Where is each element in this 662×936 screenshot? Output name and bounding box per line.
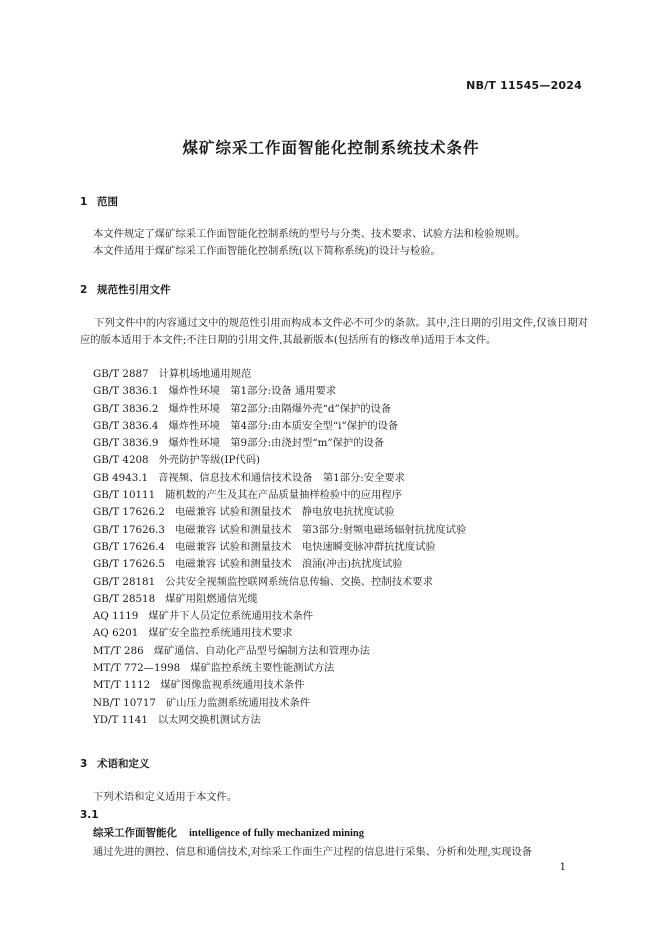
reference-title: 以太网交换机测试方法 [157, 713, 261, 726]
reference-code: GB/T 17626.5 [93, 558, 165, 571]
reference-item [93, 487, 466, 504]
reference-item [93, 470, 466, 487]
reference-code: GB/T 2887 [93, 368, 149, 380]
reference-title: 电磁兼容 试验和测量技术 静电放电抗扰度试验 [174, 506, 395, 519]
section-3-heading [80, 756, 150, 771]
term-number: 3.1 [80, 809, 99, 821]
reference-code: GB/T 10111 [93, 489, 156, 502]
reference-title: 爆炸性环境 第4部分:由本质安全型“i”保护的设备 [168, 419, 399, 432]
document-title: 煤矿综采工作面智能化控制系统技术条件 [182, 139, 480, 157]
term-chinese: 综采工作面智能化 [93, 827, 177, 839]
reference-code: NB/T 10717 [93, 696, 156, 709]
reference-title: 公共安全视频监控联网系统信息传输、交换、控制技术要求 [165, 575, 433, 588]
reference-code: AQ 6201 [93, 627, 139, 640]
reference-title: 煤矿图像监视系统通用技术条件 [160, 679, 305, 692]
reference-code: AQ 1119 [93, 610, 139, 623]
section-number: 1 [80, 196, 88, 208]
reference-item [93, 608, 466, 625]
reference-title: 煤矿用阻燃通信光缆 [165, 592, 258, 605]
scope-paragraph-1: 本文件规定了煤矿综采工作面智能化控制系统的型号与分类、技术要求、试验方法和检验规则。 [93, 228, 526, 240]
standard-code: NB/T 11545—2024 [466, 79, 582, 92]
term-definition: 通过先进的测控、信息和通信技术,对综采工作面生产过程的信息进行采集、分析和处理,实现设备 [93, 846, 533, 858]
reference-title: 煤矿安全监控系统通用技术要求 [148, 627, 293, 640]
reference-code: GB/T 3836.9 [93, 437, 159, 450]
reference-item [93, 574, 466, 591]
reference-item [93, 591, 466, 608]
reference-item [93, 539, 466, 556]
section-title: 术语和定义 [97, 758, 150, 770]
reference-item [93, 712, 466, 729]
section-1-heading [80, 194, 118, 209]
reference-item [93, 522, 466, 539]
reference-item [93, 435, 466, 452]
reference-item [93, 695, 466, 712]
reference-code: MT/T 1112 [93, 679, 151, 692]
reference-item [93, 504, 466, 521]
section-title: 范围 [97, 196, 118, 208]
reference-code: GB/T 3836.4 [93, 419, 159, 432]
reference-title: 随机数的产生及其在产品质量抽样检验中的应用程序 [165, 489, 402, 502]
reference-title: 电磁兼容 试验和测量技术 浪涌(冲击)抗扰度试验 [174, 558, 403, 571]
terms-intro: 下列术语和定义适用于本文件。 [93, 791, 238, 803]
section-number: 3 [80, 758, 88, 770]
reference-title: 煤矿监控系统主要性能测试方法 [190, 662, 335, 675]
reference-code: YD/T 1141 [93, 713, 148, 726]
reference-title: 计算机场地通用规范 [158, 368, 252, 380]
reference-item [93, 452, 466, 469]
reference-item [93, 643, 466, 660]
section-number: 2 [80, 284, 88, 296]
reference-title: 爆炸性环境 第9部分:由浇封型“m”保护的设备 [168, 437, 385, 450]
term-entry [93, 825, 364, 840]
reference-code: GB/T 28181 [93, 575, 156, 588]
reference-title: 电磁兼容 试验和测量技术 第3部分:射频电磁场辐射抗扰度试验 [174, 523, 467, 536]
reference-code: GB/T 17626.3 [93, 523, 165, 536]
reference-title: 爆炸性环境 第1部分:设备 通用要求 [168, 385, 337, 398]
reference-title: 煤矿井下人员定位系统通用技术条件 [148, 610, 314, 623]
reference-code: GB/T 3836.1 [93, 385, 159, 398]
normative-references-intro: 下列文件中的内容通过文中的规范性引用而构成本文件必不可少的条款。其中,注日期的引用文件,仅该日期对应的版本适用于本文件;不注日期的引用文件,其最新版本(包括所有的修改单)适用于本文件。 [80, 317, 588, 347]
scope-paragraph-2: 本文件适用于煤矿综采工作面智能化控制系统(以下简称系统)的设计与检验。 [93, 245, 441, 257]
page-number: 1 [559, 862, 566, 873]
reference-code: GB/T 4208 [93, 454, 149, 467]
reference-item [93, 418, 466, 435]
reference-item [93, 401, 466, 418]
reference-title: 外壳防护等级(IP代码) [158, 454, 261, 467]
term-english: intelligence of fully mechanized mining [189, 828, 364, 839]
section-title: 规范性引用文件 [97, 284, 171, 296]
reference-item [93, 625, 466, 642]
section-2-heading [80, 282, 171, 297]
reference-code: MT/T 772—1998 [93, 662, 181, 675]
reference-title: 音视频、信息技术和通信技术设备 第1部分:安全要求 [158, 471, 405, 484]
reference-item [93, 366, 466, 383]
reference-item [93, 556, 466, 573]
reference-item [93, 383, 466, 400]
reference-code: GB/T 3836.2 [93, 402, 159, 415]
reference-code: MT/T 286 [93, 644, 144, 657]
reference-title: 矿山压力监测系统通用技术条件 [165, 696, 311, 709]
reference-list [93, 366, 466, 729]
reference-title: 电磁兼容 试验和测量技术 电快速瞬变脉冲群抗扰度试验 [174, 540, 436, 553]
reference-code: GB 4943.1 [93, 471, 149, 484]
reference-item [93, 677, 466, 694]
reference-item [93, 660, 466, 677]
reference-code: GB/T 28518 [93, 592, 156, 605]
reference-title: 煤矿通信、自动化产品型号编制方法和管理办法 [153, 644, 370, 657]
reference-code: GB/T 17626.2 [93, 506, 165, 519]
reference-code: GB/T 17626.4 [93, 540, 165, 553]
reference-title: 爆炸性环境 第2部分:由隔爆外壳“d”保护的设备 [168, 402, 392, 415]
